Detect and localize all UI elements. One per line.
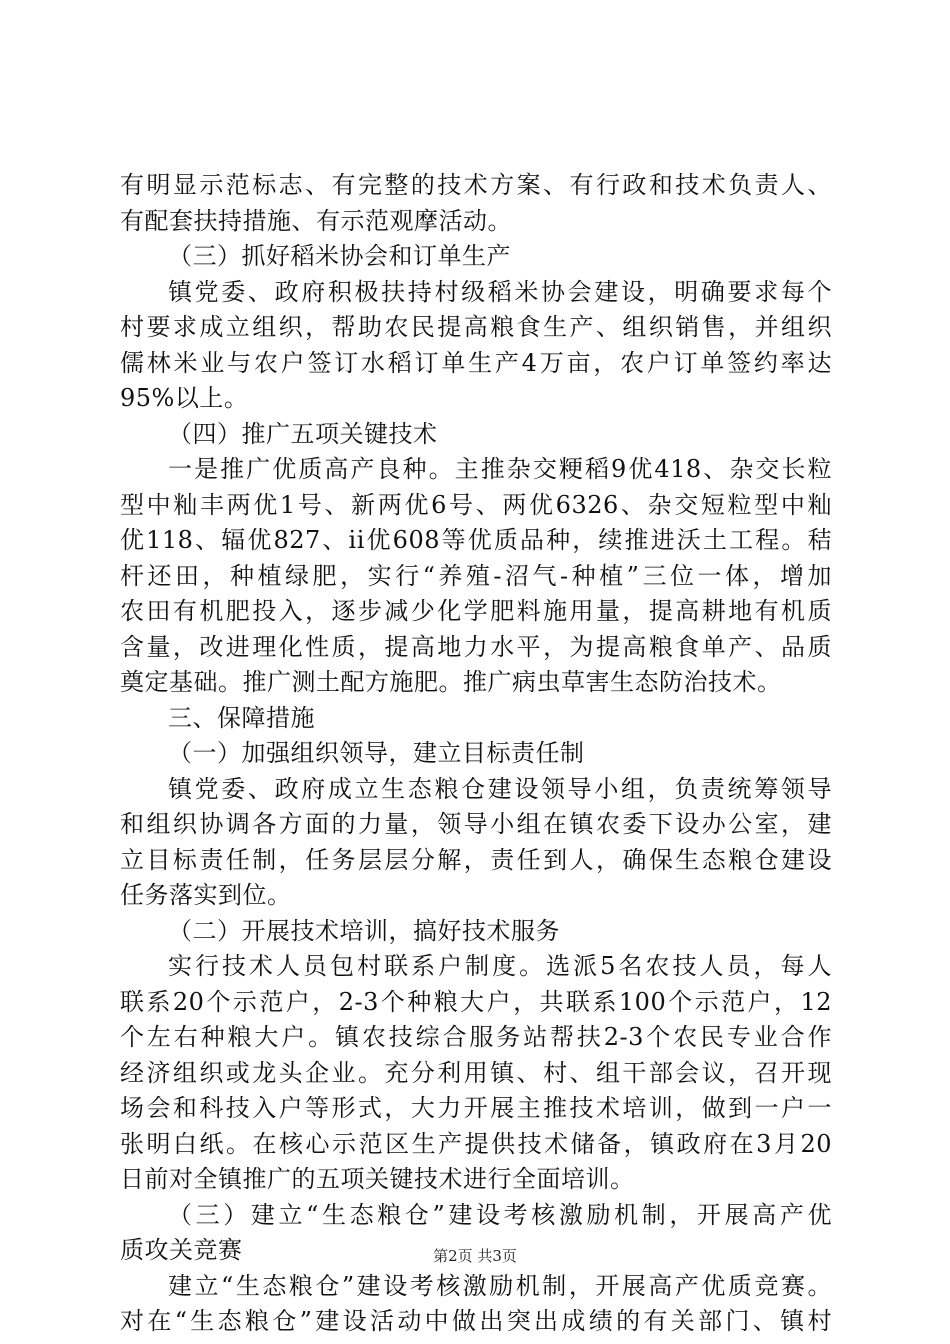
paragraph-line: 和组织协调各方面的力量，领导小组在镇农委下设办公室，建 <box>120 810 832 838</box>
paragraph-line: （三）建立“生态粮仓”建设考核激励机制，开展高产优 <box>168 1200 832 1229</box>
paragraph-line: 对在“生态粮仓”建设活动中做出突出成绩的有关部门、镇村 <box>120 1307 832 1335</box>
paragraph-line: 场会和科技入户等形式，大力开展主推技术培训，做到一户一 <box>120 1094 832 1122</box>
paragraph-line: 个左右种粮大户。镇农技综合服务站帮扶2-3个农民专业合作 <box>120 1023 832 1051</box>
section-heading: （一）加强组织领导，建立目标责任制 <box>168 739 585 767</box>
section-heading: （三）抓好稻米协会和订单生产 <box>168 242 511 270</box>
paragraph-line: 立目标责任制，任务层层分解，责任到人，确保生态粮仓建设 <box>120 845 832 874</box>
paragraph-line: 奠定基础。推广测土配方施肥。推广病虫草害生态防治技术。 <box>120 668 782 696</box>
paragraph-line: 95%以上。 <box>120 384 249 412</box>
paragraph-line: 联系20个示范户，2-3个种粮大户，共联系100个示范户，12 <box>120 987 832 1016</box>
paragraph-line: 日前对全镇推广的五项关键技术进行全面培训。 <box>120 1165 635 1193</box>
document-body <box>120 168 832 1340</box>
paragraph-line: 质攻关竞赛 <box>120 1236 243 1264</box>
paragraph-line: 经济组织或龙头企业。充分利用镇、村、组干部会议，召开现 <box>120 1058 832 1087</box>
section-heading: 三、保障措施 <box>168 703 315 732</box>
paragraph-line: 型中籼丰两优1号、新两优6号、两优6326、杂交短粒型中籼 <box>120 490 832 519</box>
section-heading: （二）开展技术培训，搞好技术服务 <box>168 916 560 945</box>
paragraph-line: 建立“生态粮仓”建设考核激励机制，开展高产优质竞赛。 <box>168 1271 832 1300</box>
paragraph-line: 一是推广优质高产良种。主推杂交粳稻9优418、杂交长粒 <box>168 455 832 483</box>
paragraph-line: 镇党委、政府积极扶持村级稻米协会建设，明确要求每个 <box>168 277 832 306</box>
paragraph-line: 有明显示范标志、有完整的技术方案、有行政和技术负责人、 <box>120 171 832 199</box>
paragraph-line: 有配套扶持措施、有示范观摩活动。 <box>120 206 512 235</box>
paragraph-line: 张明白纸。在核心示范区生产提供技术储备，镇政府在3月20 <box>120 1129 832 1158</box>
paragraph-line: 实行技术人员包村联系户制度。选派5名农技人员，每人 <box>168 952 832 980</box>
paragraph-line: 任务落实到位。 <box>120 881 292 909</box>
paragraph-line: 儒林米业与农户签订水稻订单生产4万亩，农户订单签约率达 <box>120 348 832 377</box>
section-heading: （四）推广五项关键技术 <box>168 419 438 448</box>
paragraph-line: 杆还田，种植绿肥，实行“养殖-沼气-种植”三位一体，增加 <box>120 561 832 590</box>
paragraph-line: 镇党委、政府成立生态粮仓建设领导小组，负责统筹领导 <box>168 774 832 803</box>
paragraph-line: 村要求成立组织，帮助农民提高粮食生产、组织销售，并组织 <box>120 313 832 341</box>
paragraph-line: 农田有机肥投入，逐步减少化学肥料施用量，提高耕地有机质 <box>120 597 832 625</box>
page-footer: 第2页 共3页 <box>433 1247 517 1265</box>
paragraph-line: 含量，改进理化性质，提高地力水平，为提高粮食单产、品质 <box>120 632 832 661</box>
paragraph-line: 优118、辐优827、ii优608等优质品种，续推进沃土工程。秸 <box>120 526 832 554</box>
